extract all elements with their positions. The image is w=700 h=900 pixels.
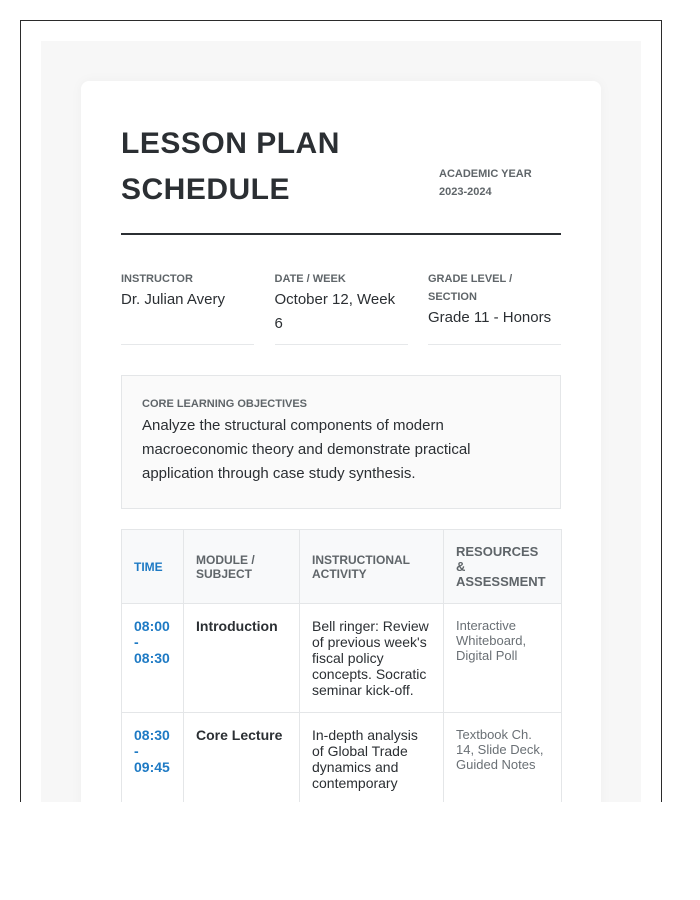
learning-objectives-box <box>121 375 561 509</box>
cell-module: Introduction <box>184 604 300 713</box>
meta-value: Grade 11 - Honors <box>428 309 552 326</box>
page-frame <box>20 20 662 802</box>
meta-instructor <box>121 270 254 345</box>
title-line-1: LESSON PLAN <box>121 127 340 160</box>
academic-year-label: ACADEMIC YEAR <box>439 168 532 180</box>
page-title <box>121 121 340 213</box>
meta-label: GRADE LEVEL / SECTION <box>428 273 513 303</box>
meta-grade-section <box>428 270 561 345</box>
meta-info <box>121 270 561 345</box>
meta-label: DATE / WEEK <box>274 273 346 285</box>
cell-resources: Textbook Ch. 14, Slide Deck, Guided Notes <box>444 713 562 803</box>
cell-resources: Interactive Whiteboard, Digital Poll <box>444 604 562 713</box>
cell-module: Core Lecture <box>184 713 300 803</box>
cell-time: 08:30 - 09:45 <box>122 713 184 803</box>
meta-label: INSTRUCTOR <box>121 273 193 285</box>
cell-activity: In-depth analysis of Global Trade dynamics and contemporary <box>300 713 444 803</box>
column-header-activity: INSTRUCTIONAL ACTIVITY <box>300 530 444 604</box>
document-header <box>121 121 561 235</box>
card-content <box>121 121 561 802</box>
cell-time: 08:00 - 08:30 <box>122 604 184 713</box>
column-header-time: TIME <box>122 530 184 604</box>
objectives-text: Analyze the structural components of modern macroeconomic theory and demonstrate practical application through case study synthesis. <box>142 417 471 482</box>
schedule-table <box>121 529 562 802</box>
background-panel <box>41 41 641 802</box>
cell-activity: Bell ringer: Review of previous week's fiscal policy concepts. Socratic seminar kick-off. <box>300 604 444 713</box>
table-row <box>122 604 562 713</box>
academic-year <box>439 165 561 201</box>
academic-year-value: 2023-2024 <box>439 186 492 198</box>
column-header-module: MODULE / SUBJECT <box>184 530 300 604</box>
lesson-plan-card <box>81 81 601 802</box>
meta-value: October 12, Week 6 <box>274 291 396 332</box>
table-header-row <box>122 530 562 604</box>
objectives-label: CORE LEARNING OBJECTIVES <box>142 398 308 410</box>
table-row <box>122 713 562 803</box>
column-header-resources: RESOURCES & ASSESSMENT <box>444 530 562 604</box>
meta-date-week <box>275 270 408 345</box>
meta-value: Dr. Julian Avery <box>121 291 225 308</box>
title-line-2: SCHEDULE <box>121 173 291 206</box>
